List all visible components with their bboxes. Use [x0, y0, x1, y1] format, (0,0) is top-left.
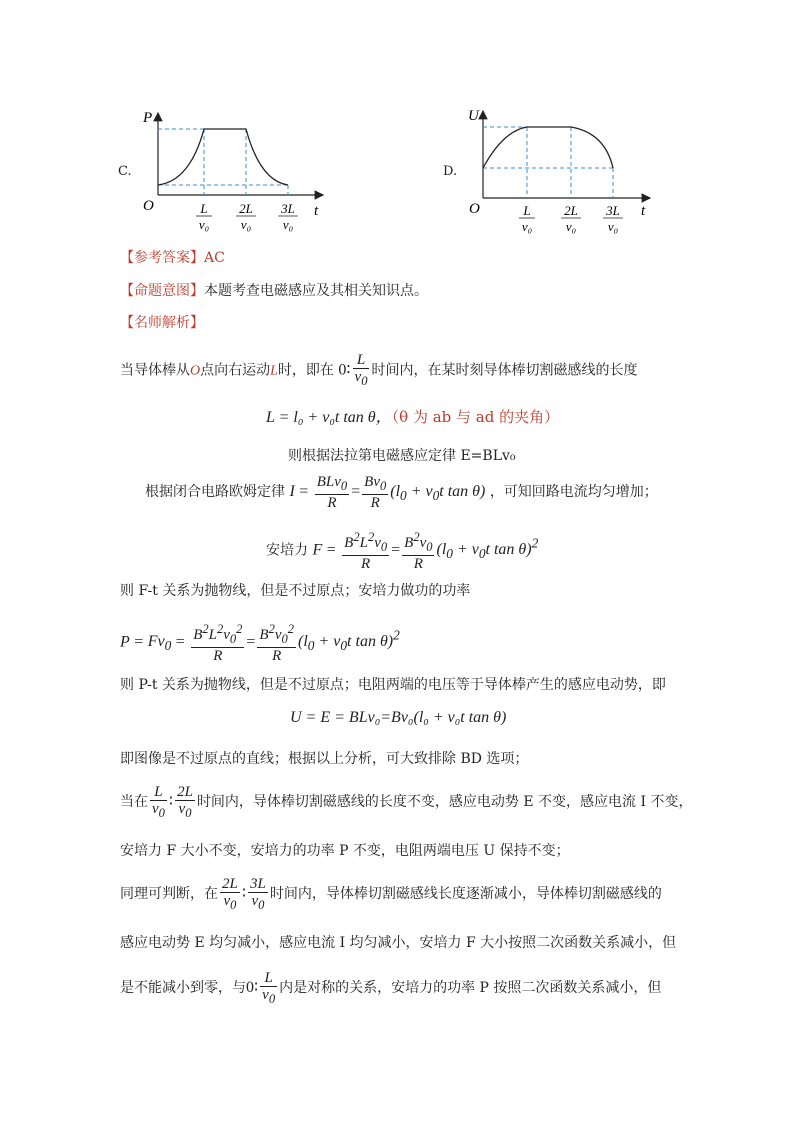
intent-label: 【命题意图】: [120, 283, 204, 299]
analysis-line-9: 安培力 F 大小不变，安培力的功率 P 不变，电阻两端电压 U 保持不变；: [120, 843, 570, 859]
analysis-line-11: 感应电动势 E 均匀减小，感应电流 I 均匀减小，安培力 F 大小按照二次函数关系减小，但: [120, 935, 677, 951]
option-d-label: D.: [443, 164, 458, 179]
tick-den: v₀: [521, 219, 533, 234]
tick-num: 2L: [564, 203, 578, 218]
answer-label: 【参考答案】: [120, 250, 204, 266]
intent-line: [120, 282, 428, 300]
analysis-label: 【名师解析】: [120, 315, 204, 331]
tick-num: 3L: [606, 203, 620, 218]
tick-den: v₀: [240, 217, 252, 232]
equation-power: $P = Fv_0$ = $\frac{B^2L^2v_0^2}{R}$ = $\frac{B^2v_0^2}{R}$ ($l_0 + v_0t$ tan θ)$^2$: [120, 621, 400, 664]
answer-value: AC: [204, 250, 225, 266]
intent-value: 本题考查电磁感应及其相关知识点。: [204, 283, 428, 299]
x-label: t: [641, 203, 646, 219]
voltage-curve: [483, 127, 613, 168]
tick-den: v₀: [282, 217, 294, 232]
analysis-line-8: 当在 $\frac{L}{v_0}$ ∶ $\frac{2L}{v_0}$ 时间内，导体棒切割磁感线的长度不变，感应电动势 E 不变，感应电流 I 不变，: [120, 783, 693, 820]
graph-c: [138, 105, 338, 235]
answer-line: [120, 249, 225, 267]
analysis-line-7: 即图像是不过原点的直线；根据以上分析，可大致排除 BD 选项；: [120, 751, 529, 767]
analysis-line-1: 当导体棒从O点向右运动L时，即在 0∶ $\frac{L}{v_0}$ 时间内，在某时刻导体棒切割磁感线的长度: [120, 352, 638, 388]
analysis-line-2: 则根据法拉第电磁感应定律 E=BLv₀: [288, 448, 516, 464]
tick-den: v₀: [198, 217, 210, 232]
origin-label: O: [469, 201, 480, 217]
equation-voltage: U = E = BLv₀=Bv₀(l₀ + v₀t tan θ): [290, 709, 507, 726]
y-label: P: [143, 110, 153, 126]
origin-label: O: [143, 198, 154, 214]
analysis-line-6: 则 P-t 关系为抛物线，但是不过原点；电阻两端的电压等于导体棒产生的感应电动势，即: [120, 677, 666, 693]
option-c-label: C.: [118, 164, 132, 179]
power-curve: [158, 129, 288, 185]
equation-length: L = l₀ + v₀t tan θ，（θ 为 ab 与 ad 的夹角）: [266, 408, 560, 426]
analysis-line-10: 同理可判断，在 $\frac{2L}{v_0}$ ∶ $\frac{3L}{v_0}$ 时间内，导体棒切割磁感线长度逐渐减小，导体棒切割磁感线的: [120, 875, 662, 912]
analysis-line-5: 则 F-t 关系为抛物线，但是不过原点；安培力做功的功率: [120, 583, 471, 599]
x-label: t: [314, 203, 319, 219]
tick-num: 2L: [239, 201, 253, 216]
tick-den: v₀: [565, 219, 577, 234]
tick-num: L: [523, 203, 531, 218]
y-label: U: [468, 108, 479, 124]
analysis-line-4: 安培力 F = $\frac{B^2L^2v_0}{R}$ = $\frac{B^2v_0}{R}$ ($l_0 + v_0t$ tan θ)$^2$: [266, 529, 539, 572]
analysis-line-12: 是不能减小到零，与0∶ $\frac{L}{v_0}$ 内是对称的关系，安培力的功率 P 按照二次函数关系减小，但: [120, 969, 662, 1006]
tick-num: 3L: [281, 201, 295, 216]
analysis-line-3: 根据闭合电路欧姆定律 I = $\frac{BLv_0}{R}$ = $\frac{Bv_0}{R}$ ($l_0 + v_0t$ tan θ) ，可知回路电流均匀增加；: [145, 473, 658, 511]
graph-d: [465, 103, 665, 238]
tick-den: v₀: [607, 219, 619, 234]
tick-num: L: [200, 201, 208, 216]
